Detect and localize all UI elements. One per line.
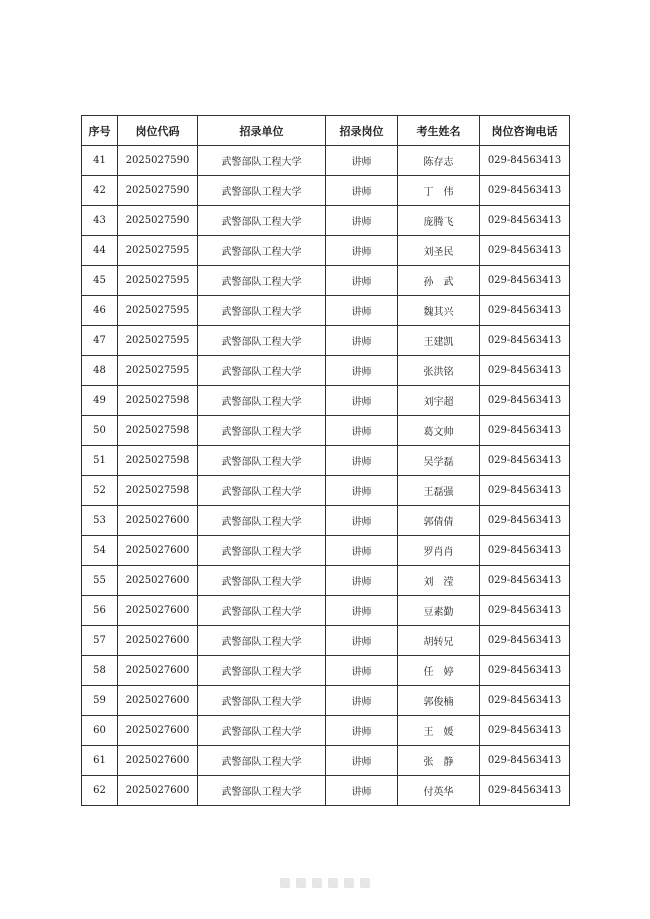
cell-post-code: 2025027598	[118, 386, 198, 416]
cell-index: 60	[82, 716, 118, 746]
cell-candidate-name: 刘宇超	[398, 386, 480, 416]
cell-index: 50	[82, 416, 118, 446]
cell-position: 讲师	[326, 146, 398, 176]
cell-index: 47	[82, 326, 118, 356]
table-row	[82, 326, 570, 356]
cell-candidate-name: 付英华	[398, 776, 480, 806]
table-row	[82, 536, 570, 566]
cell-candidate-name: 魏其兴	[398, 296, 480, 326]
cell-phone: 029-84563413	[480, 656, 570, 686]
cell-post-code: 2025027590	[118, 146, 198, 176]
toolbar-button[interactable]	[360, 878, 370, 888]
cell-phone: 029-84563413	[480, 596, 570, 626]
table-row	[82, 566, 570, 596]
cell-post-code: 2025027600	[118, 746, 198, 776]
cell-position: 讲师	[326, 206, 398, 236]
cell-index: 44	[82, 236, 118, 266]
cell-position: 讲师	[326, 386, 398, 416]
cell-position: 讲师	[326, 476, 398, 506]
cell-unit: 武警部队工程大学	[198, 356, 326, 386]
cell-unit: 武警部队工程大学	[198, 146, 326, 176]
cell-post-code: 2025027600	[118, 716, 198, 746]
cell-position: 讲师	[326, 356, 398, 386]
header-unit: 招录单位	[198, 116, 326, 146]
cell-candidate-name: 王建凯	[398, 326, 480, 356]
cell-position: 讲师	[326, 716, 398, 746]
cell-index: 46	[82, 296, 118, 326]
cell-post-code: 2025027590	[118, 206, 198, 236]
cell-post-code: 2025027598	[118, 446, 198, 476]
cell-position: 讲师	[326, 566, 398, 596]
cell-candidate-name: 任 婷	[398, 656, 480, 686]
table-row	[82, 146, 570, 176]
cell-phone: 029-84563413	[480, 176, 570, 206]
table-row	[82, 236, 570, 266]
cell-position: 讲师	[326, 446, 398, 476]
cell-post-code: 2025027595	[118, 356, 198, 386]
table-body	[82, 146, 570, 806]
table-row	[82, 206, 570, 236]
cell-post-code: 2025027600	[118, 776, 198, 806]
cell-index: 52	[82, 476, 118, 506]
cell-phone: 029-84563413	[480, 776, 570, 806]
cell-post-code: 2025027595	[118, 296, 198, 326]
cell-unit: 武警部队工程大学	[198, 746, 326, 776]
cell-phone: 029-84563413	[480, 536, 570, 566]
cell-position: 讲师	[326, 266, 398, 296]
cell-unit: 武警部队工程大学	[198, 176, 326, 206]
cell-unit: 武警部队工程大学	[198, 476, 326, 506]
cell-candidate-name: 葛文帅	[398, 416, 480, 446]
cell-index: 42	[82, 176, 118, 206]
cell-index: 55	[82, 566, 118, 596]
cell-candidate-name: 陈存志	[398, 146, 480, 176]
cell-candidate-name: 豆素勤	[398, 596, 480, 626]
cell-index: 57	[82, 626, 118, 656]
cell-unit: 武警部队工程大学	[198, 266, 326, 296]
cell-post-code: 2025027595	[118, 326, 198, 356]
cell-phone: 029-84563413	[480, 266, 570, 296]
cell-candidate-name: 孙 武	[398, 266, 480, 296]
cell-index: 41	[82, 146, 118, 176]
cell-index: 62	[82, 776, 118, 806]
cell-position: 讲师	[326, 536, 398, 566]
cell-phone: 029-84563413	[480, 686, 570, 716]
cell-post-code: 2025027600	[118, 566, 198, 596]
cell-post-code: 2025027590	[118, 176, 198, 206]
page-toolbar	[275, 876, 375, 890]
cell-index: 51	[82, 446, 118, 476]
header-post-code: 岗位代码	[118, 116, 198, 146]
cell-phone: 029-84563413	[480, 716, 570, 746]
cell-phone: 029-84563413	[480, 326, 570, 356]
cell-phone: 029-84563413	[480, 146, 570, 176]
cell-unit: 武警部队工程大学	[198, 566, 326, 596]
cell-index: 48	[82, 356, 118, 386]
cell-position: 讲师	[326, 326, 398, 356]
header-index: 序号	[82, 116, 118, 146]
cell-candidate-name: 张洪铭	[398, 356, 480, 386]
cell-index: 58	[82, 656, 118, 686]
cell-position: 讲师	[326, 506, 398, 536]
candidate-table	[81, 115, 570, 806]
toolbar-button[interactable]	[296, 878, 306, 888]
cell-position: 讲师	[326, 626, 398, 656]
cell-unit: 武警部队工程大学	[198, 416, 326, 446]
cell-phone: 029-84563413	[480, 476, 570, 506]
table-row	[82, 416, 570, 446]
cell-phone: 029-84563413	[480, 356, 570, 386]
cell-unit: 武警部队工程大学	[198, 686, 326, 716]
cell-post-code: 2025027595	[118, 236, 198, 266]
cell-candidate-name: 王磊强	[398, 476, 480, 506]
table-row	[82, 296, 570, 326]
table-row	[82, 626, 570, 656]
table-row	[82, 656, 570, 686]
cell-phone: 029-84563413	[480, 296, 570, 326]
cell-post-code: 2025027600	[118, 686, 198, 716]
cell-index: 43	[82, 206, 118, 236]
table-header-row	[82, 116, 570, 146]
cell-phone: 029-84563413	[480, 386, 570, 416]
cell-phone: 029-84563413	[480, 626, 570, 656]
cell-post-code: 2025027600	[118, 596, 198, 626]
cell-phone: 029-84563413	[480, 416, 570, 446]
table-row	[82, 266, 570, 296]
cell-unit: 武警部队工程大学	[198, 326, 326, 356]
cell-index: 59	[82, 686, 118, 716]
toolbar-button[interactable]	[312, 878, 322, 888]
header-position: 招录岗位	[326, 116, 398, 146]
cell-unit: 武警部队工程大学	[198, 206, 326, 236]
cell-position: 讲师	[326, 416, 398, 446]
toolbar-button[interactable]	[328, 878, 338, 888]
header-candidate-name: 考生姓名	[398, 116, 480, 146]
cell-phone: 029-84563413	[480, 566, 570, 596]
cell-post-code: 2025027598	[118, 476, 198, 506]
cell-post-code: 2025027598	[118, 416, 198, 446]
table-row	[82, 776, 570, 806]
cell-unit: 武警部队工程大学	[198, 506, 326, 536]
header-phone: 岗位咨询电话	[480, 116, 570, 146]
cell-index: 56	[82, 596, 118, 626]
table-row	[82, 506, 570, 536]
cell-phone: 029-84563413	[480, 506, 570, 536]
table-row	[82, 476, 570, 506]
cell-candidate-name: 郭俊楠	[398, 686, 480, 716]
cell-unit: 武警部队工程大学	[198, 626, 326, 656]
cell-phone: 029-84563413	[480, 236, 570, 266]
cell-index: 54	[82, 536, 118, 566]
cell-position: 讲师	[326, 176, 398, 206]
cell-position: 讲师	[326, 656, 398, 686]
cell-index: 61	[82, 746, 118, 776]
cell-unit: 武警部队工程大学	[198, 776, 326, 806]
cell-position: 讲师	[326, 686, 398, 716]
table-row	[82, 716, 570, 746]
cell-position: 讲师	[326, 236, 398, 266]
cell-unit: 武警部队工程大学	[198, 236, 326, 266]
cell-candidate-name: 郭倩倩	[398, 506, 480, 536]
table-row	[82, 746, 570, 776]
cell-unit: 武警部队工程大学	[198, 596, 326, 626]
table-row	[82, 386, 570, 416]
cell-candidate-name: 胡转兄	[398, 626, 480, 656]
cell-position: 讲师	[326, 296, 398, 326]
cell-index: 53	[82, 506, 118, 536]
toolbar-button[interactable]	[344, 878, 354, 888]
cell-post-code: 2025027600	[118, 656, 198, 686]
cell-candidate-name: 庞腾飞	[398, 206, 480, 236]
cell-post-code: 2025027600	[118, 536, 198, 566]
cell-phone: 029-84563413	[480, 746, 570, 776]
cell-unit: 武警部队工程大学	[198, 386, 326, 416]
table-row	[82, 176, 570, 206]
cell-post-code: 2025027600	[118, 506, 198, 536]
table-row	[82, 596, 570, 626]
cell-post-code: 2025027600	[118, 626, 198, 656]
cell-index: 45	[82, 266, 118, 296]
cell-unit: 武警部队工程大学	[198, 656, 326, 686]
cell-unit: 武警部队工程大学	[198, 446, 326, 476]
cell-post-code: 2025027595	[118, 266, 198, 296]
cell-position: 讲师	[326, 776, 398, 806]
cell-candidate-name: 王 媛	[398, 716, 480, 746]
toolbar-button[interactable]	[280, 878, 290, 888]
cell-candidate-name: 罗肖肖	[398, 536, 480, 566]
cell-candidate-name: 张 静	[398, 746, 480, 776]
table-row	[82, 686, 570, 716]
cell-unit: 武警部队工程大学	[198, 716, 326, 746]
table-row	[82, 356, 570, 386]
cell-unit: 武警部队工程大学	[198, 296, 326, 326]
cell-unit: 武警部队工程大学	[198, 536, 326, 566]
cell-position: 讲师	[326, 596, 398, 626]
cell-position: 讲师	[326, 746, 398, 776]
cell-phone: 029-84563413	[480, 206, 570, 236]
cell-candidate-name: 刘 滢	[398, 566, 480, 596]
table-row	[82, 446, 570, 476]
cell-candidate-name: 吴学磊	[398, 446, 480, 476]
cell-phone: 029-84563413	[480, 446, 570, 476]
cell-candidate-name: 丁 伟	[398, 176, 480, 206]
cell-index: 49	[82, 386, 118, 416]
cell-candidate-name: 刘圣民	[398, 236, 480, 266]
